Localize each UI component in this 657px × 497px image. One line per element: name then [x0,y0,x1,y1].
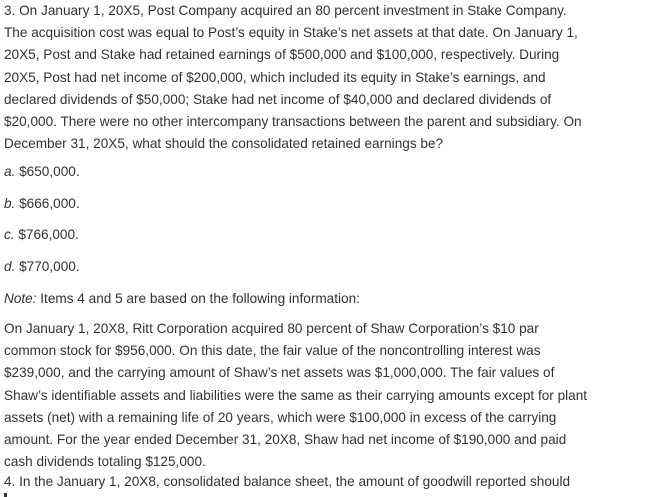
answer-option-a [4,161,80,183]
question-3-line: December 31, 20X5, what should the consolidated retained earnings be? [4,136,444,152]
answer-option-b [4,193,80,215]
option-letter: d. [4,259,16,274]
option-text: $770,000. [19,259,80,274]
note-text: Items 4 and 5 are based on the following information: [40,291,360,306]
option-text: $666,000. [19,196,80,211]
question-3-line: declared dividends of $50,000; Stake had net income of $40,000 and declared dividends of [4,91,552,107]
scenario-line: Shaw’s identifiable assets and liabilities were the same as their carrying amounts except for plant [4,387,588,403]
scenario-paragraph [4,318,587,473]
scenario-line: common stock for $956,000. On this date, the fair value of the noncontrolling interest was [4,343,541,359]
option-letter: a. [4,164,16,179]
option-letter: c. [4,227,15,242]
option-text: $766,000. [18,227,79,242]
scenario-line: amount. For the year ended December 31, 20X8, Shaw had net income of $190,000 and paid [4,432,567,448]
scenario-line: assets (net) with a remaining life of 20 years, which were $100,000 in excess of the carrying [4,409,557,425]
note-paragraph [4,288,360,310]
answer-option-c [4,224,79,246]
question-3-line: 20X5, Post had net income of $200,000, which included its equity in Stake’s earnings, and [4,69,546,85]
note-label: Note: [4,291,37,306]
scenario-line: On January 1, 20X8, Ritt Corporation acquired 80 percent of Shaw Corporation’s $10 par [4,321,539,336]
question-4-stem: 4. In the January 1, 20X8, consolidated balance sheet, the amount of goodwill reported should [4,474,571,489]
answer-option-d [4,256,80,278]
scenario-line: cash dividends totaling $125,000. [4,454,206,470]
question-3-line: The acquisition cost was equal to Post’s equity in Stake’s net assets at that date. On January 1, [4,25,578,41]
question-3-line: $20,000. There were no other intercompany transactions between the parent and subsidiary. On [4,114,582,130]
question-3-stem [4,0,582,155]
option-letter: b. [4,196,16,211]
question-3-line: 20X5, Post and Stake had retained earnings of $500,000 and $100,000, respectively. During [4,47,560,63]
cropped-text-fragment [4,493,7,497]
scenario-line: $239,000, and the carrying amount of Shaw’s net assets was $1,000,000. The fair values of [4,365,555,381]
question-3-line: 3. On January 1, 20X5, Post Company acquired an 80 percent investment in Stake Company. [4,3,567,18]
option-text: $650,000. [19,164,80,179]
